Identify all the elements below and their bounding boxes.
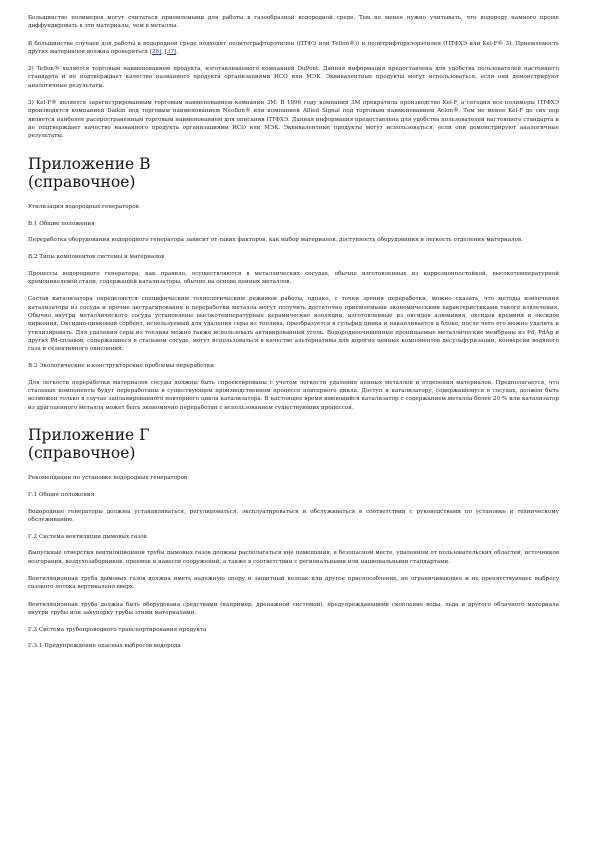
section-g31-heading: Г.3.1 Предупреждение опасных выбросов водорода <box>28 643 181 650</box>
appendix-g-subtitle: Рекомендации по установке водородных генераторов <box>28 474 188 481</box>
section-b2-paragraph-1: Процессы водородного генератора, как правило, осуществляются в металлических сосудах, обычно изготовленных из коррозионностойкой, высокотемпературной хромоникелевой стали, содержащей катализаторы, обычно на основе ценных металлов. <box>28 270 559 286</box>
intro-end: . <box>176 48 179 55</box>
section-b3-paragraph: Для легкости переработки материалов сосуды должны быть спроектированы с учетом легкости удаления ценных металлов и отделения материалов. Предполагается, что стальные компоненты будут переработаны в существующем производственном процессе повторного цикла. Доступ к катализатору, содержащемуся в сосудах, должен быть возможен только в случае запланированного повторного цикла катализатора. В настоящее время имеющийся катализатор с содержанием металла более 20 % или катализатор из драгоценного металла может быть экономично переработан с использованием существующих процессов. <box>28 379 559 411</box>
section-b3-heading: В.3 Экологические и конструкторские проблемы переработки <box>28 363 214 370</box>
section-b1-paragraph: Переработка оборудования водородного генератора зависит от таких факторов, как выбор материалов, доступность оборудования и легкость отделения материалов. <box>28 237 523 244</box>
section-g3-heading: Г.3 Система трубопроводного транспортирования продукта <box>28 627 207 634</box>
section-b1-heading: В.1 Общие положения <box>28 220 95 227</box>
intro-paragraph-1: Большинство полимеров могут считаться приемлемыми для работы в газообразной водородной среде. Тем не менее нужно учитывать, что водороду намного проще диффундировать в эти материалы, чем в металлы. <box>28 15 559 30</box>
appendix-g-title-line2: (справочное) <box>28 443 136 462</box>
reference-link-28[interactable]: 28] <box>151 48 162 55</box>
section-b2-paragraph-2: Состав катализатора определяется специфическим технологическим режимом работы, однако, с точки зрения переработки, можно сказать, что методы извлечения катализатора из сосуда и прочие экстрагирования и переработки металла могут получить достаточно приемлемыми экономическими характеристиками такого извлечения. Обычно внутри металлического сосуда установлены высокотемпературные керамические изоляции, изготовленные из оксидов алюминия, оксидов кремния и оксидов циркония. Оксидно-цинковый сорбент, используемый для удаления серы из топлива, преобразуется в сульфид цинка и накапливается в блоке, после чего его можно удалить и утилизировать. Для удаления серы из топлива можно также использовать активированный уголь. Водородноочищенные проницаемые металлические мембраны из Pd, PdAg и других Pd-сплавов, содержащиеся в стальном сосуде, могут использоваться в качестве альтернативы для дорогих ценных компонентов десульфуризации, конверсии водяного газа и селективного окисления. <box>28 296 559 353</box>
appendix-b-title <box>28 155 559 191</box>
section-g2-paragraph-3: Вентиляционная труба должна быть оборудована средствами (например, дренажной системой), предупреждающими скопление воды, льда и другого облачного материала внутри трубы или закупорку трубы этими материалами. <box>28 601 559 616</box>
footnote-teflon: 2) Teflon® является торговым наименованием продукта, изготавливаемого компанией DuPont. Данная информация предоставлена для удобства пользователей настоящего стандарта и не подтверждает качество названного продукта организациями ИСО или МЭК. Эквивалентные продукты могут использоваться, если они демонстрируют аналогичные результаты. <box>28 66 559 89</box>
intro-paragraph-2 <box>28 40 559 57</box>
section-b2-heading: В.2 Типы компонентов системы и материалов <box>28 254 165 261</box>
section-g1-paragraph: Водородные генераторы должны устанавливаться, регулироваться, эксплуатироваться и обслуживаться в соответствии с руководствами по установке и техническому обслуживанию. <box>28 508 559 523</box>
section-g2-paragraph-1: Выпускные отверстия вентиляционной трубы дымовых газов должны располагаться вне помещения, в безопасном месте, удаленном от пользовательских областей, источников возгорания, воздухозаборников, проемов и навесов сооружений, а также в соответствии с региональными или национальными стандартами. <box>28 550 559 565</box>
reference-link-37[interactable]: 37] <box>166 48 177 55</box>
appendix-g-title-line1: Приложение Г <box>28 425 150 444</box>
section-g1-heading: Г.1 Общие положения <box>28 492 95 499</box>
appendix-g-title <box>28 426 559 462</box>
appendix-b-title-line2: (справочное) <box>28 172 136 191</box>
footnote-kel-f: 3) Kel-F® является зарегистрированным торговым наименованием компании 3M. В 1996 году компания 3M прекратила производство Kel-F, а сегодня все полимеры ПТФХЭ производятся компанией Daikin под торговым наименованием Neoflon® или компанией Allied Signal под торговым наименованием Aclon®. Тем не менее Kel-F до сих пор является наиболее распространенным торговым наименованием для описания ПТФХЭ. Данная информация предоставлена для удобства пользователей настоящего стандарта и не подтверждает качество названного продукта организациями ИСО или МЭК. Эквивалентные продукты могут использоваться, если они демонстрируют аналогичные результаты. <box>28 100 559 140</box>
section-g2-paragraph-2: Вентиляционная труба дымовых газов должна иметь надежную опору и защитный колпак или другое приспособление, не ограничивающее и не препятствующее выбросу газового потока вертикально вверх. <box>28 575 559 591</box>
section-g2-heading: Г.2 Система вентиляции дымовых газов <box>28 534 147 541</box>
intro-separator: , [ <box>161 48 167 55</box>
intro-paragraph-2-text: В большинстве случаев для работы в водородной среде подходят политетрафторэтилен (ПТФЭ или Teflon®)) и политрифторхлорэтилен (ПТФХЭ или Kel-F® 3). Приемлемость других материалов должна проверяться [ <box>28 40 559 55</box>
appendix-b-subtitle: Утилизация водородных генераторов <box>28 203 139 210</box>
appendix-b-title-line1: Приложение В <box>28 154 151 173</box>
